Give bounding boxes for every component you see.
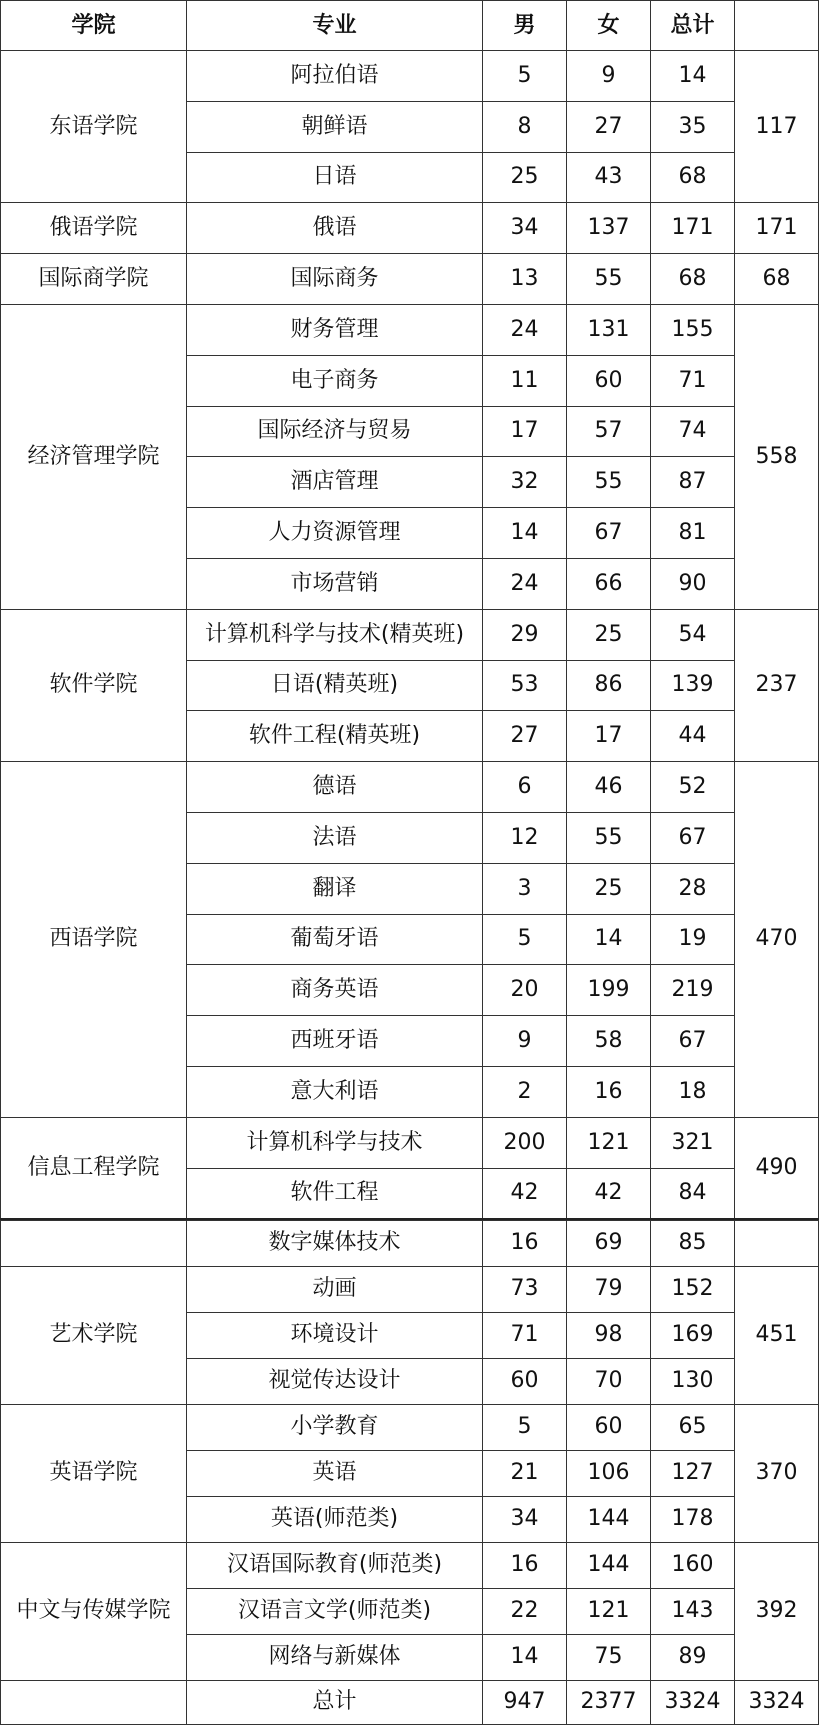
female-count-cell: 60 <box>567 355 651 406</box>
grand-total-female: 2377 <box>567 1680 651 1724</box>
major-cell: 电子商务 <box>187 355 483 406</box>
male-count-cell: 60 <box>483 1358 567 1404</box>
female-count-cell: 121 <box>567 1117 651 1168</box>
major-total-cell: 143 <box>651 1588 735 1634</box>
major-cell: 朝鲜语 <box>187 101 483 152</box>
major-cell: 环境设计 <box>187 1312 483 1358</box>
major-cell: 英语(师范类) <box>187 1496 483 1542</box>
female-count-cell: 86 <box>567 660 651 711</box>
major-total-cell: 127 <box>651 1450 735 1496</box>
major-cell: 数字媒体技术 <box>187 1220 483 1266</box>
major-total-cell: 130 <box>651 1358 735 1404</box>
female-count-cell: 55 <box>567 254 651 305</box>
female-count-cell: 55 <box>567 457 651 508</box>
female-count-cell: 27 <box>567 101 651 152</box>
major-cell: 动画 <box>187 1266 483 1312</box>
major-total-cell: 160 <box>651 1542 735 1588</box>
table-row <box>1 1266 819 1312</box>
male-count-cell: 200 <box>483 1117 567 1168</box>
table-row <box>1 1117 819 1168</box>
male-count-cell: 16 <box>483 1220 567 1266</box>
major-cell: 汉语国际教育(师范类) <box>187 1542 483 1588</box>
table-row <box>1 1220 819 1266</box>
table-row <box>1 254 819 305</box>
male-count-cell: 25 <box>483 152 567 203</box>
table-row <box>1 304 819 355</box>
major-total-cell: 155 <box>651 304 735 355</box>
female-count-cell: 67 <box>567 508 651 559</box>
major-cell: 翻译 <box>187 863 483 914</box>
major-cell: 日语 <box>187 152 483 203</box>
male-count-cell: 5 <box>483 1404 567 1450</box>
major-total-cell: 219 <box>651 965 735 1016</box>
major-cell: 法语 <box>187 812 483 863</box>
male-count-cell: 29 <box>483 609 567 660</box>
major-cell: 网络与新媒体 <box>187 1634 483 1680</box>
header-major: 专业 <box>187 1 483 51</box>
female-count-cell: 75 <box>567 1634 651 1680</box>
table-row <box>1 762 819 813</box>
college-total-cell: 171 <box>735 203 819 254</box>
college-cell: 俄语学院 <box>1 203 187 254</box>
male-count-cell: 12 <box>483 812 567 863</box>
female-count-cell: 70 <box>567 1358 651 1404</box>
female-count-cell: 60 <box>567 1404 651 1450</box>
college-total-cell: 470 <box>735 762 819 1118</box>
grand-total-total: 3324 <box>651 1680 735 1724</box>
major-total-cell: 81 <box>651 508 735 559</box>
college-cell: 经济管理学院 <box>1 304 187 609</box>
major-cell: 商务英语 <box>187 965 483 1016</box>
major-total-cell: 74 <box>651 406 735 457</box>
male-count-cell: 9 <box>483 1016 567 1067</box>
major-cell: 软件工程(精英班) <box>187 711 483 762</box>
major-total-cell: 87 <box>651 457 735 508</box>
female-count-cell: 42 <box>567 1168 651 1219</box>
college-total-cell: 490 <box>735 1117 819 1219</box>
male-count-cell: 17 <box>483 406 567 457</box>
header-college: 学院 <box>1 1 187 51</box>
male-count-cell: 32 <box>483 457 567 508</box>
major-cell: 酒店管理 <box>187 457 483 508</box>
major-cell: 阿拉伯语 <box>187 51 483 102</box>
female-count-cell: 57 <box>567 406 651 457</box>
male-count-cell: 16 <box>483 1542 567 1588</box>
major-total-cell: 139 <box>651 660 735 711</box>
female-count-cell: 55 <box>567 812 651 863</box>
major-cell: 俄语 <box>187 203 483 254</box>
female-count-cell: 98 <box>567 1312 651 1358</box>
major-total-cell: 28 <box>651 863 735 914</box>
female-count-cell: 25 <box>567 609 651 660</box>
major-cell: 视觉传达设计 <box>187 1358 483 1404</box>
male-count-cell: 5 <box>483 914 567 965</box>
male-count-cell: 42 <box>483 1168 567 1219</box>
grand-total-label: 总计 <box>187 1680 483 1724</box>
major-cell: 意大利语 <box>187 1066 483 1117</box>
major-total-cell: 54 <box>651 609 735 660</box>
major-total-cell: 14 <box>651 51 735 102</box>
major-total-cell: 68 <box>651 254 735 305</box>
college-total-cell: 237 <box>735 609 819 761</box>
male-count-cell: 14 <box>483 508 567 559</box>
table-row <box>1 609 819 660</box>
major-total-cell: 67 <box>651 812 735 863</box>
header-row <box>1 1 819 51</box>
major-cell: 小学教育 <box>187 1404 483 1450</box>
female-count-cell: 9 <box>567 51 651 102</box>
female-count-cell: 137 <box>567 203 651 254</box>
grand-total-male: 947 <box>483 1680 567 1724</box>
major-total-cell: 71 <box>651 355 735 406</box>
college-cell: 信息工程学院 <box>1 1117 187 1219</box>
major-cell: 国际商务 <box>187 254 483 305</box>
major-total-cell: 85 <box>651 1220 735 1266</box>
female-count-cell: 69 <box>567 1220 651 1266</box>
college-total-cell: 392 <box>735 1542 819 1680</box>
college-cell: 东语学院 <box>1 51 187 203</box>
male-count-cell: 6 <box>483 762 567 813</box>
female-count-cell: 16 <box>567 1066 651 1117</box>
major-cell: 软件工程 <box>187 1168 483 1219</box>
major-total-cell: 65 <box>651 1404 735 1450</box>
college-cell: 西语学院 <box>1 762 187 1118</box>
table-row <box>1 1542 819 1588</box>
male-count-cell: 21 <box>483 1450 567 1496</box>
major-total-cell: 178 <box>651 1496 735 1542</box>
college-cell: 软件学院 <box>1 609 187 761</box>
female-count-cell: 58 <box>567 1016 651 1067</box>
male-count-cell: 71 <box>483 1312 567 1358</box>
male-count-cell: 13 <box>483 254 567 305</box>
major-total-cell: 18 <box>651 1066 735 1117</box>
college-cell: 中文与传媒学院 <box>1 1542 187 1680</box>
major-total-cell: 52 <box>651 762 735 813</box>
female-count-cell: 66 <box>567 558 651 609</box>
major-total-cell: 171 <box>651 203 735 254</box>
male-count-cell: 73 <box>483 1266 567 1312</box>
table-row <box>1 1404 819 1450</box>
female-count-cell: 144 <box>567 1496 651 1542</box>
college-total-cell <box>735 1220 819 1266</box>
female-count-cell: 106 <box>567 1450 651 1496</box>
college-cell: 英语学院 <box>1 1404 187 1542</box>
major-cell: 葡萄牙语 <box>187 914 483 965</box>
grand-total-college-cell <box>1 1680 187 1724</box>
college-total-cell: 370 <box>735 1404 819 1542</box>
male-count-cell: 20 <box>483 965 567 1016</box>
college-total-cell: 68 <box>735 254 819 305</box>
college-cell: 国际商学院 <box>1 254 187 305</box>
header-total: 总计 <box>651 1 735 51</box>
major-total-cell: 35 <box>651 101 735 152</box>
male-count-cell: 8 <box>483 101 567 152</box>
major-total-cell: 44 <box>651 711 735 762</box>
major-cell: 计算机科学与技术(精英班) <box>187 609 483 660</box>
major-total-cell: 152 <box>651 1266 735 1312</box>
male-count-cell: 53 <box>483 660 567 711</box>
table-row <box>1 203 819 254</box>
table-body-part1 <box>1 1 819 1219</box>
male-count-cell: 24 <box>483 304 567 355</box>
major-cell: 财务管理 <box>187 304 483 355</box>
female-count-cell: 43 <box>567 152 651 203</box>
male-count-cell: 27 <box>483 711 567 762</box>
female-count-cell: 79 <box>567 1266 651 1312</box>
major-cell: 西班牙语 <box>187 1016 483 1067</box>
male-count-cell: 14 <box>483 1634 567 1680</box>
male-count-cell: 24 <box>483 558 567 609</box>
table-row <box>1 51 819 102</box>
female-count-cell: 144 <box>567 1542 651 1588</box>
major-cell: 日语(精英班) <box>187 660 483 711</box>
male-count-cell: 34 <box>483 203 567 254</box>
major-total-cell: 67 <box>651 1016 735 1067</box>
college-total-cell: 451 <box>735 1266 819 1404</box>
female-count-cell: 17 <box>567 711 651 762</box>
major-cell: 汉语言文学(师范类) <box>187 1588 483 1634</box>
enrollment-table-part2 <box>0 1220 819 1725</box>
grand-total-row <box>1 1680 819 1724</box>
major-cell: 人力资源管理 <box>187 508 483 559</box>
college-cell: 艺术学院 <box>1 1266 187 1404</box>
female-count-cell: 14 <box>567 914 651 965</box>
table-body-part2 <box>1 1220 819 1724</box>
college-total-cell: 117 <box>735 51 819 203</box>
male-count-cell: 11 <box>483 355 567 406</box>
major-cell: 市场营销 <box>187 558 483 609</box>
major-total-cell: 84 <box>651 1168 735 1219</box>
major-cell: 德语 <box>187 762 483 813</box>
female-count-cell: 121 <box>567 1588 651 1634</box>
male-count-cell: 22 <box>483 1588 567 1634</box>
major-total-cell: 90 <box>651 558 735 609</box>
major-total-cell: 89 <box>651 1634 735 1680</box>
major-total-cell: 321 <box>651 1117 735 1168</box>
female-count-cell: 199 <box>567 965 651 1016</box>
male-count-cell: 34 <box>483 1496 567 1542</box>
header-female: 女 <box>567 1 651 51</box>
major-total-cell: 68 <box>651 152 735 203</box>
college-total-cell: 558 <box>735 304 819 609</box>
college-cell <box>1 1220 187 1266</box>
grand-total-sum: 3324 <box>735 1680 819 1724</box>
female-count-cell: 46 <box>567 762 651 813</box>
major-cell: 英语 <box>187 1450 483 1496</box>
female-count-cell: 25 <box>567 863 651 914</box>
male-count-cell: 3 <box>483 863 567 914</box>
major-total-cell: 19 <box>651 914 735 965</box>
male-count-cell: 2 <box>483 1066 567 1117</box>
major-cell: 国际经济与贸易 <box>187 406 483 457</box>
major-total-cell: 169 <box>651 1312 735 1358</box>
header-sum <box>735 1 819 51</box>
male-count-cell: 5 <box>483 51 567 102</box>
major-cell: 计算机科学与技术 <box>187 1117 483 1168</box>
female-count-cell: 131 <box>567 304 651 355</box>
header-male: 男 <box>483 1 567 51</box>
